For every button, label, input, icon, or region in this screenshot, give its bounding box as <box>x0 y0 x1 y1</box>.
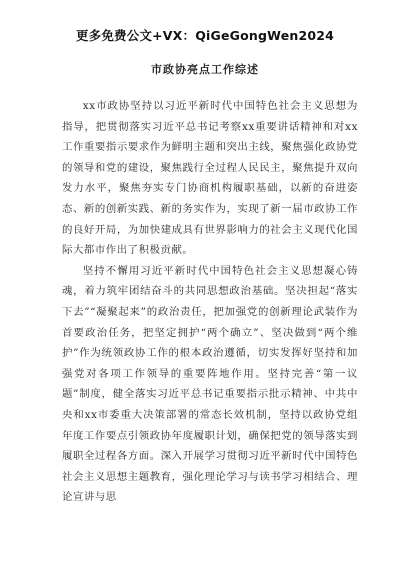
paragraph-1: xx市政协坚持以习近平新时代中国特色社会主义思想为指导，把贯彻落实习近平总书记考察xx重要讲话精神和对xx工作重要指示要求作为鲜明主题和突出主线，聚焦强化政协党的领导和党的建设，聚焦践行全过程人民民主，聚焦提升双向发力水平，聚焦夯实专门协商机构履职基础，以新的奋进姿态、新的创新实践、新的务实作为，实现了新一届市政协工作的良好开局，为加快建成具有世界影响力的社会主义现代化国际大都市作出了积极贡献。 <box>62 100 358 257</box>
paragraph-2: 坚持不懈用习近平新时代中国特色社会主义思想凝心铸魂，着力筑牢团结奋斗的共同思想政治基础。坚决担起“落实下去”“凝聚起来”的政治责任，把加强党的创新理论武装作为首要政治任务，把坚定拥护“两个确立”、坚决做到“两个维护”作为统领政协工作的根本政治遵循，切实发挥好坚持和加强党对各项工作领导的重要阵地作用。坚持完善“第一议题”制度，健全落实习近平总书记重要指示批示精神、中共中央和xx市委重大决策部署的常态长效机制，坚持以政协党组年度工作要点引领政协年度履职计划，确保把党的领导落实到履职全过程各方面。深入开展学习贯彻习近平新时代中国特色社会主义思想主题教育，强化理论学习与读书学习相结合、理论宣讲与思 <box>62 264 358 504</box>
watermark-header: 更多免费公文+VX：QiGeGongWen2024 <box>75 28 335 43</box>
document-body <box>62 96 358 508</box>
document-title: 市政协亮点工作综述 <box>151 63 259 76</box>
